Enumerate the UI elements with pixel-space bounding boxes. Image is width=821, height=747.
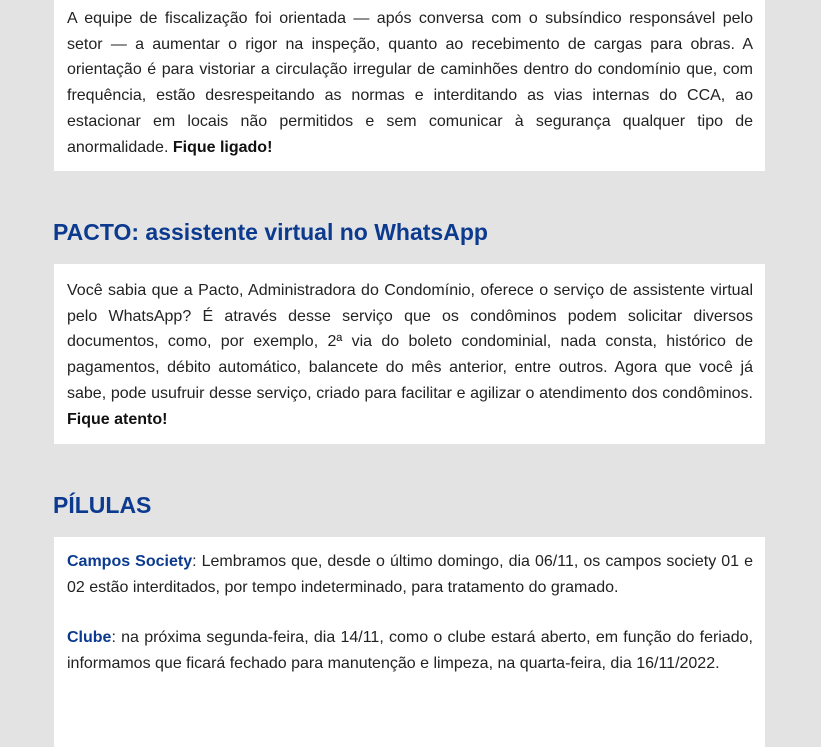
fiscalizacao-body: A equipe de fiscalização foi orientada — após conversa com o subsíndico responsável pelo setor — a aumentar o rigor na inspeção, quanto ao recebimento de cargas para obras. A orientação é para vistoriar a circulação irregular de caminhões dentro do condomínio que, com frequência, estão desrespeitando as normas e interditando as vias internas do CCA, ao estacionar em locais não permitidos e sem comunicar à segurança qualquer tipo de anormalidade.: [67, 10, 753, 156]
fiscalizacao-emphasis: Fique ligado!: [172, 138, 273, 156]
pilula-campos-society-text: : Lembramos que, desde o último domingo, dia 06/11, os campos society 01 e 02 estão interditados, por tempo indeterminado, para tratamento do gramado.: [67, 553, 754, 596]
fiscalizacao-card: [54, 0, 765, 171]
pilula-campos-society: [67, 549, 753, 600]
pacto-emphasis: Fique atento!: [67, 410, 168, 428]
pilulas-card: [54, 537, 765, 747]
pilula-clube: [67, 625, 753, 676]
pilulas-heading: PÍLULAS: [53, 492, 152, 518]
pilula-clube-text: : na próxima segunda-feira, dia 14/11, como o clube estará aberto, em função do feriado, informamos que ficará fechado para manutenção e limpeza, na quarta-feira, dia 16/11/2022.: [67, 629, 753, 673]
fiscalizacao-paragraph: [67, 6, 753, 160]
pacto-card: [54, 264, 765, 444]
pacto-paragraph: [67, 278, 753, 432]
pacto-body: Você sabia que a Pacto, Administradora do Condomínio, oferece o serviço de assistente virtual pelo WhatsApp? É através desse serviço que os condôminos podem solicitar diversos documentos, como, por exemplo, 2ª via do boleto condominial, nada consta, histórico de pagamentos, débito automático, balancete do mês anterior, entre outros. Agora que você já sabe, pode usufruir desse serviço, criado para facilitar e agilizar o atendimento dos condôminos.: [67, 282, 753, 402]
pilula-clube-label: Clube: [67, 629, 112, 647]
pilula-campos-society-label: Campos Society: [67, 553, 193, 570]
pacto-heading: PACTO: assistente virtual no WhatsApp: [53, 219, 488, 245]
